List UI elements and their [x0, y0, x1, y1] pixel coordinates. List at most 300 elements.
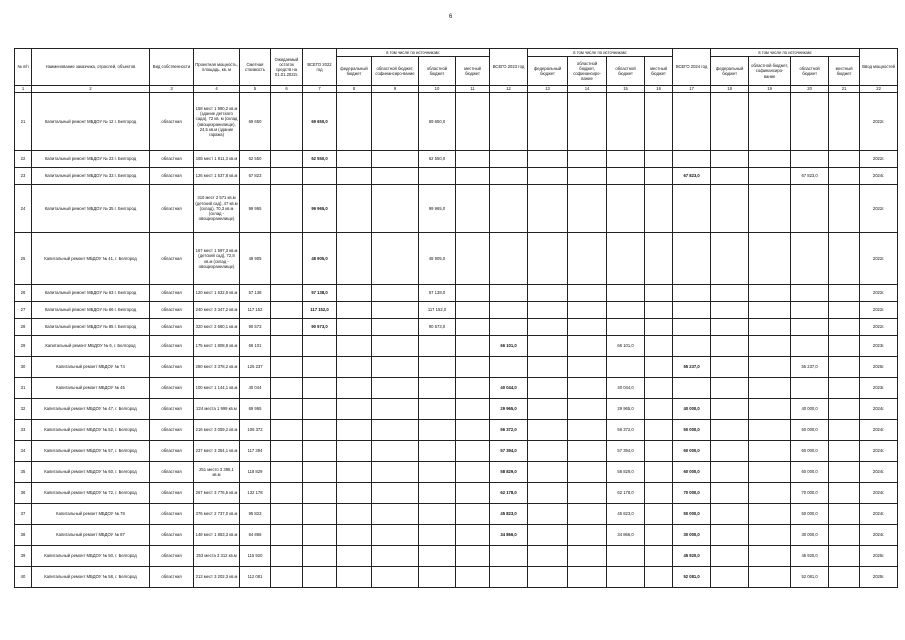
federal-2024-cell — [711, 546, 749, 567]
local-2023-cell — [645, 336, 673, 357]
regional-cofin-2024-cell — [749, 185, 791, 233]
regional-cofin-2023-cell — [568, 462, 607, 483]
ownership-cell: областная — [150, 185, 194, 233]
federal-2023-cell — [528, 525, 568, 546]
estimated-cost-cell: 67 823 — [240, 168, 271, 185]
column-number: 13 — [528, 86, 568, 93]
table-body — [15, 93, 898, 588]
regional-2023-cell — [607, 302, 645, 319]
local-2023-cell — [645, 567, 673, 588]
regional-2023-cell — [607, 233, 645, 285]
row-number-cell: 22 — [15, 151, 32, 168]
ownership-cell: областная — [150, 525, 194, 546]
local-2023-cell — [645, 93, 673, 151]
object-name-cell: Капитальный ремонт МБДОУ № 45 — [32, 378, 150, 399]
regional-cofin-2023-cell — [568, 441, 607, 462]
object-name-cell: Капитальный ремонт МБДОУ № 35 г. Белгород — [32, 185, 150, 233]
federal-2023-cell — [528, 357, 568, 378]
local-2023-cell — [645, 420, 673, 441]
remainder-2022-cell — [271, 567, 303, 588]
total-2024-cell: 45 920,0 — [673, 546, 711, 567]
header-local-2023: местный бюджет — [645, 57, 673, 86]
local-2022-cell — [456, 285, 490, 302]
regional-cofin-2023-cell — [568, 285, 607, 302]
regional-cofin-2023-cell — [568, 185, 607, 233]
table-row — [15, 441, 898, 462]
column-number: 17 — [673, 86, 711, 93]
local-2024-cell — [829, 525, 860, 546]
remainder-2022-cell — [271, 399, 303, 420]
total-2022-cell: 69 650,0 — [303, 93, 337, 151]
local-2022-cell — [456, 504, 490, 525]
total-2023-cell: 40 044,0 — [490, 378, 528, 399]
regional-2024-cell — [791, 285, 829, 302]
object-name-cell: Капитальный ремонт МБДОУ № 74 — [32, 357, 150, 378]
local-2023-cell — [645, 319, 673, 336]
total-2024-cell: 60 000,0 — [673, 441, 711, 462]
total-2024-cell: 30 000,0 — [673, 525, 711, 546]
total-2023-cell — [490, 233, 528, 285]
row-number-cell: 35 — [15, 462, 32, 483]
total-2023-cell — [490, 302, 528, 319]
regional-2024-cell — [791, 151, 829, 168]
federal-2023-cell — [528, 504, 568, 525]
regional-2024-cell — [791, 93, 829, 151]
capacity-cell: 237 мест 3 354,1 кв.м — [194, 441, 240, 462]
header-remainder: Ожидаемый остаток средств на 01.01.2022г. — [271, 49, 303, 86]
header-total-2023: ВСЕГО 2023 год — [490, 49, 528, 86]
local-2024-cell — [829, 233, 860, 285]
object-name-cell: Капитальный ремонт МБДОУ № 72, г. Белгород — [32, 483, 150, 504]
column-number: 14 — [568, 86, 607, 93]
regional-2023-cell: 66 101,0 — [607, 336, 645, 357]
header-no: № п/п — [15, 49, 32, 86]
column-number: 11 — [456, 86, 490, 93]
regional-cofin-2024-cell — [749, 504, 791, 525]
regional-2024-cell: 45 920,0 — [791, 546, 829, 567]
header-total-2024: ВСЕГО 2024 год — [673, 49, 711, 86]
local-2023-cell — [645, 378, 673, 399]
total-2022-cell: 48 905,0 — [303, 233, 337, 285]
federal-2024-cell — [711, 504, 749, 525]
regional-2022-cell — [419, 357, 456, 378]
regional-2022-cell: 99 965,0 — [419, 185, 456, 233]
regional-2024-cell: 60 000,0 — [791, 441, 829, 462]
regional-cofin-2024-cell — [749, 168, 791, 185]
remainder-2022-cell — [271, 93, 303, 151]
federal-2022-cell — [337, 168, 372, 185]
local-2023-cell — [645, 462, 673, 483]
remainder-2022-cell — [271, 525, 303, 546]
total-2023-cell — [490, 546, 528, 567]
total-2022-cell — [303, 504, 337, 525]
row-number-cell: 24 — [15, 185, 32, 233]
federal-2023-cell — [528, 336, 568, 357]
page-number: 6 — [449, 14, 453, 20]
estimated-cost-cell: 62 550 — [240, 151, 271, 168]
commission-year-cell: 2022г. — [860, 233, 898, 285]
federal-2022-cell — [337, 504, 372, 525]
regional-cofin-2022-cell — [372, 151, 419, 168]
local-2022-cell — [456, 567, 490, 588]
local-2024-cell — [829, 462, 860, 483]
commission-year-cell: 2024г. — [860, 420, 898, 441]
remainder-2022-cell — [271, 319, 303, 336]
total-2022-cell: 57 138,0 — [303, 285, 337, 302]
local-2022-cell — [456, 185, 490, 233]
commission-year-cell: 2025г. — [860, 357, 898, 378]
ownership-cell: областная — [150, 546, 194, 567]
federal-2024-cell — [711, 185, 749, 233]
regional-2022-cell: 117 152,0 — [419, 302, 456, 319]
table-row — [15, 399, 898, 420]
regional-cofin-2023-cell — [568, 336, 607, 357]
total-2022-cell — [303, 567, 337, 588]
regional-cofin-2023-cell — [568, 319, 607, 336]
estimated-cost-cell: 125 237 — [240, 357, 271, 378]
local-2022-cell — [456, 93, 490, 151]
regional-cofin-2022-cell — [372, 285, 419, 302]
total-2023-cell — [490, 168, 528, 185]
local-2022-cell — [456, 441, 490, 462]
column-number: 2 — [32, 86, 150, 93]
column-number: 3 — [150, 86, 194, 93]
regional-cofin-2024-cell — [749, 483, 791, 504]
regional-cofin-2022-cell — [372, 93, 419, 151]
row-number-cell: 30 — [15, 357, 32, 378]
column-number: 15 — [607, 86, 645, 93]
table-row — [15, 546, 898, 567]
capacity-cell: 165 мест 1 811,3 кв.м — [194, 151, 240, 168]
regional-cofin-2024-cell — [749, 378, 791, 399]
local-2022-cell — [456, 546, 490, 567]
total-2024-cell: 40 000,0 — [673, 399, 711, 420]
ownership-cell: областная — [150, 378, 194, 399]
header-local-2024: местный бюджет — [829, 57, 860, 86]
local-2024-cell — [829, 151, 860, 168]
regional-2023-cell — [607, 567, 645, 588]
regional-cofin-2023-cell — [568, 504, 607, 525]
ownership-cell: областная — [150, 441, 194, 462]
regional-cofin-2022-cell — [372, 441, 419, 462]
regional-2024-cell: 55 237,0 — [791, 357, 829, 378]
total-2022-cell — [303, 420, 337, 441]
local-2023-cell — [645, 525, 673, 546]
header-regional-cofin-2023: областной бюджет, софинансиро-вание — [568, 57, 607, 86]
row-number-cell: 31 — [15, 378, 32, 399]
local-2023-cell — [645, 399, 673, 420]
local-2022-cell — [456, 525, 490, 546]
row-number-cell: 37 — [15, 504, 32, 525]
capacity-cell: 253 места 3 312 кв.м — [194, 546, 240, 567]
regional-cofin-2022-cell — [372, 233, 419, 285]
capacity-cell: 213 мест 3 202,3 кв.м — [194, 567, 240, 588]
table-row — [15, 185, 898, 233]
header-local-2022: местный бюджет — [456, 57, 490, 86]
federal-2024-cell — [711, 233, 749, 285]
federal-2022-cell — [337, 302, 372, 319]
federal-2024-cell — [711, 462, 749, 483]
ownership-cell: областная — [150, 504, 194, 525]
capital-repair-table — [14, 48, 898, 588]
federal-2023-cell — [528, 483, 568, 504]
capacity-cell: 167 мест 1 597,3 кв.м (детский сад), 72,8 кв.м (склад - овощехранилище) — [194, 233, 240, 285]
regional-2023-cell — [607, 185, 645, 233]
total-2023-cell: 57 394,0 — [490, 441, 528, 462]
total-2024-cell — [673, 302, 711, 319]
column-number: 7 — [303, 86, 337, 93]
regional-cofin-2022-cell — [372, 525, 419, 546]
estimated-cost-cell: 40 044 — [240, 378, 271, 399]
remainder-2022-cell — [271, 504, 303, 525]
total-2023-cell — [490, 151, 528, 168]
capacity-cell: 267 мест 3 776,5 кв.м — [194, 483, 240, 504]
estimated-cost-cell: 64 866 — [240, 525, 271, 546]
column-number: 16 — [645, 86, 673, 93]
row-number-cell: 23 — [15, 168, 32, 185]
local-2023-cell — [645, 546, 673, 567]
regional-2023-cell: 34 866,0 — [607, 525, 645, 546]
total-2023-cell — [490, 319, 528, 336]
header-commission: Ввод мощностей — [860, 49, 898, 86]
object-name-cell: Капитальный ремонт МБДОУ № 60, г. Белгород — [32, 462, 150, 483]
regional-2023-cell: 58 829,0 — [607, 462, 645, 483]
remainder-2022-cell — [271, 336, 303, 357]
regional-cofin-2022-cell — [372, 462, 419, 483]
object-name-cell: Капитальный ремонт МБДОУ № 41, г. Белгород — [32, 233, 150, 285]
regional-2023-cell — [607, 319, 645, 336]
capacity-cell: 100 мест 1 144,1 кв.м — [194, 378, 240, 399]
row-number-cell: 33 — [15, 420, 32, 441]
header-sources-2022: в том числе по источникам: — [337, 49, 490, 57]
regional-cofin-2024-cell — [749, 336, 791, 357]
local-2022-cell — [456, 168, 490, 185]
total-2022-cell — [303, 525, 337, 546]
regional-2022-cell — [419, 441, 456, 462]
object-name-cell: Капитальный ремонт МБДОУ № 23 г. Белгород — [32, 151, 150, 168]
header-total-2022: ВСЕГО 2022 год — [303, 49, 337, 86]
regional-2024-cell — [791, 319, 829, 336]
federal-2022-cell — [337, 336, 372, 357]
commission-year-cell: 2024г. — [860, 399, 898, 420]
estimated-cost-cell: 57 138 — [240, 285, 271, 302]
column-number: 5 — [240, 86, 271, 93]
regional-cofin-2023-cell — [568, 233, 607, 285]
capacity-cell: 224 места 1 999 кв.м — [194, 399, 240, 420]
federal-2023-cell — [528, 233, 568, 285]
commission-year-cell: 2022г. — [860, 285, 898, 302]
capacity-cell: 320 мест 2 660,1 кв.м — [194, 319, 240, 336]
table-row — [15, 336, 898, 357]
local-2024-cell — [829, 399, 860, 420]
local-2023-cell — [645, 233, 673, 285]
regional-2022-cell — [419, 399, 456, 420]
header-federal-2023: федеральный бюджет — [528, 57, 568, 86]
regional-2024-cell: 40 000,0 — [791, 399, 829, 420]
federal-2023-cell — [528, 93, 568, 151]
regional-2022-cell: 48 905,0 — [419, 233, 456, 285]
regional-cofin-2024-cell — [749, 233, 791, 285]
regional-2024-cell: 70 000,0 — [791, 483, 829, 504]
ownership-cell: областная — [150, 567, 194, 588]
regional-cofin-2023-cell — [568, 399, 607, 420]
column-number: 1 — [15, 86, 32, 93]
regional-cofin-2024-cell — [749, 462, 791, 483]
regional-cofin-2024-cell — [749, 525, 791, 546]
total-2022-cell — [303, 462, 337, 483]
regional-cofin-2022-cell — [372, 420, 419, 441]
ownership-cell: областная — [150, 336, 194, 357]
local-2023-cell — [645, 302, 673, 319]
capacity-cell: 216 мест 3 059,2 кв.м — [194, 420, 240, 441]
regional-2023-cell: 29 965,0 — [607, 399, 645, 420]
object-name-cell: Капитальный ремонт МБДОУ № 47, г. Белгород — [32, 399, 150, 420]
regional-2024-cell: 52 081,0 — [791, 567, 829, 588]
federal-2022-cell — [337, 319, 372, 336]
total-2022-cell — [303, 336, 337, 357]
local-2023-cell — [645, 285, 673, 302]
local-2024-cell — [829, 441, 860, 462]
capacity-cell: 175 мест 1 808,8 кв.м — [194, 336, 240, 357]
estimated-cost-cell: 69 965 — [240, 399, 271, 420]
remainder-2022-cell — [271, 441, 303, 462]
row-number-cell: 26 — [15, 285, 32, 302]
header-sources-2023: в том числе по источникам: — [528, 49, 673, 57]
total-2023-cell: 45 823,0 — [490, 504, 528, 525]
total-2024-cell — [673, 151, 711, 168]
regional-2022-cell — [419, 504, 456, 525]
federal-2024-cell — [711, 151, 749, 168]
column-number: 6 — [271, 86, 303, 93]
commission-year-cell: 2024г. — [860, 441, 898, 462]
row-number-cell: 39 — [15, 546, 32, 567]
regional-2022-cell — [419, 546, 456, 567]
regional-cofin-2023-cell — [568, 546, 607, 567]
row-number-cell: 36 — [15, 483, 32, 504]
regional-2024-cell — [791, 378, 829, 399]
regional-2024-cell — [791, 302, 829, 319]
local-2022-cell — [456, 302, 490, 319]
regional-cofin-2022-cell — [372, 546, 419, 567]
total-2024-cell: 70 000,0 — [673, 483, 711, 504]
total-2022-cell — [303, 357, 337, 378]
ownership-cell: областная — [150, 483, 194, 504]
total-2024-cell: 55 237,0 — [673, 357, 711, 378]
federal-2023-cell — [528, 378, 568, 399]
local-2022-cell — [456, 420, 490, 441]
column-number: 21 — [829, 86, 860, 93]
total-2023-cell: 34 866,0 — [490, 525, 528, 546]
remainder-2022-cell — [271, 233, 303, 285]
estimated-cost-cell: 48 905 — [240, 233, 271, 285]
total-2023-cell: 56 372,0 — [490, 420, 528, 441]
object-name-cell: Капитальный ремонт МБДОУ № 6, г. Белгород — [32, 336, 150, 357]
total-2024-cell: 50 000,0 — [673, 504, 711, 525]
table-row — [15, 302, 898, 319]
federal-2022-cell — [337, 93, 372, 151]
remainder-2022-cell — [271, 378, 303, 399]
column-number: 4 — [194, 86, 240, 93]
local-2022-cell — [456, 357, 490, 378]
regional-cofin-2024-cell — [749, 420, 791, 441]
ownership-cell: областная — [150, 357, 194, 378]
column-numbers-row — [15, 86, 898, 93]
object-name-cell: Капитальный ремонт МБДОУ № 52, г. Белгород — [32, 420, 150, 441]
object-name-cell: Капитальный ремонт МБДОУ № 33 г. Белгород — [32, 168, 150, 185]
header-regional-2024: областной бюджет — [791, 57, 829, 86]
regional-2022-cell — [419, 420, 456, 441]
ownership-cell: областная — [150, 233, 194, 285]
commission-year-cell: 2024г. — [860, 168, 898, 185]
commission-year-cell: 2022г. — [860, 151, 898, 168]
row-number-cell: 38 — [15, 525, 32, 546]
table-row — [15, 357, 898, 378]
table-row — [15, 462, 898, 483]
estimated-cost-cell: 117 152 — [240, 302, 271, 319]
total-2024-cell — [673, 336, 711, 357]
commission-year-cell: 2024г. — [860, 504, 898, 525]
regional-2023-cell: 57 394,0 — [607, 441, 645, 462]
table-row — [15, 378, 898, 399]
regional-2022-cell — [419, 168, 456, 185]
header-regional-2023: областной бюджет — [607, 57, 645, 86]
local-2024-cell — [829, 93, 860, 151]
object-name-cell: Капитальный ремонт МБДОУ № 63 г. Белгород — [32, 285, 150, 302]
regional-cofin-2023-cell — [568, 420, 607, 441]
commission-year-cell: 2022г. — [860, 93, 898, 151]
remainder-2022-cell — [271, 462, 303, 483]
regional-2022-cell: 57 138,0 — [419, 285, 456, 302]
total-2023-cell: 62 178,0 — [490, 483, 528, 504]
object-name-cell: Капитальный ремонт МБДОУ № 87 — [32, 525, 150, 546]
regional-2024-cell: 50 000,0 — [791, 504, 829, 525]
federal-2022-cell — [337, 233, 372, 285]
capacity-cell: 280 мест 3 378,2 кв.м — [194, 357, 240, 378]
commission-year-cell: 2024г. — [860, 525, 898, 546]
total-2024-cell — [673, 233, 711, 285]
total-2024-cell — [673, 378, 711, 399]
local-2024-cell — [829, 302, 860, 319]
row-number-cell: 32 — [15, 399, 32, 420]
regional-cofin-2023-cell — [568, 93, 607, 151]
regional-2023-cell — [607, 151, 645, 168]
total-2024-cell — [673, 285, 711, 302]
local-2024-cell — [829, 168, 860, 185]
regional-cofin-2022-cell — [372, 302, 419, 319]
object-name-cell: Капитальный ремонт МБДОУ № 78 — [32, 504, 150, 525]
federal-2022-cell — [337, 357, 372, 378]
federal-2024-cell — [711, 399, 749, 420]
federal-2023-cell — [528, 420, 568, 441]
regional-cofin-2023-cell — [568, 483, 607, 504]
column-number: 22 — [860, 86, 898, 93]
federal-2024-cell — [711, 302, 749, 319]
capacity-cell: 120 мест 1 632,5 кв.м — [194, 285, 240, 302]
estimated-cost-cell: 112 081 — [240, 567, 271, 588]
federal-2024-cell — [711, 441, 749, 462]
table-row — [15, 504, 898, 525]
total-2023-cell — [490, 285, 528, 302]
federal-2022-cell — [337, 525, 372, 546]
local-2024-cell — [829, 319, 860, 336]
federal-2023-cell — [528, 302, 568, 319]
remainder-2022-cell — [271, 357, 303, 378]
local-2024-cell — [829, 357, 860, 378]
regional-2023-cell: 62 178,0 — [607, 483, 645, 504]
federal-2023-cell — [528, 168, 568, 185]
column-number: 10 — [419, 86, 456, 93]
local-2024-cell — [829, 420, 860, 441]
